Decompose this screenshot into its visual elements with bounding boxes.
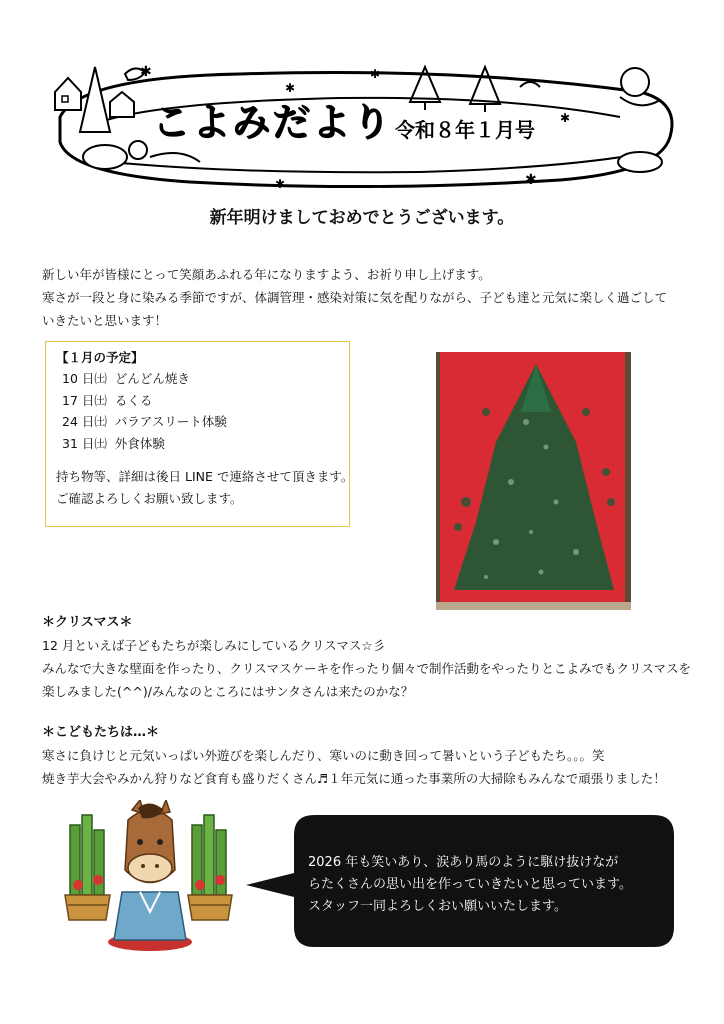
svg-text:✱: ✱ [140,64,152,80]
christmas-heading: ＊クリスマス＊ [42,615,133,630]
house-icon [55,78,81,110]
issue-date: 令和８年１月号 [395,118,535,142]
tree-icon [80,67,110,132]
kids-line: 焼き芋大会やみかん狩りなど食育も盛りだくさん♬１年元気に通った事業所の大掃除もみんなで頑張りました！ [42,771,666,786]
schedule-date: 17 日㈯ [62,392,107,408]
intro-line: 寒さが一段と身に染みる季節ですが、体調管理・感染対策に気を配りながら、子ども達と元気に楽しく過ごして [42,290,668,305]
message-line: 2026 年も笑いあり、涙あり馬のように駆け抜けなが [308,855,619,870]
schedule-note-line: ご確認よろしくお願い致します。 [56,491,243,506]
message-line: らたくさんの思い出を作っていきたいと思っています。 [308,877,632,892]
schedule-note-line: 持ち物等、詳細は後日 LINE で連絡させて頂きます。 [56,469,354,484]
intro-paragraph [42,263,667,332]
schedule-event: パラアスリート体験 [114,414,227,429]
kids-heading: ＊こどもたちは…＊ [42,725,160,740]
schedule-item [56,411,349,433]
christmas-section [42,612,691,703]
ornament-icon [621,68,649,96]
kadomatsu-icon [188,815,232,920]
january-schedule-box [45,341,354,527]
schedule-item [56,390,349,412]
svg-text:✱: ✱ [370,67,381,81]
kids-section [42,722,666,790]
svg-text:✱: ✱ [525,172,537,188]
horse-kadomatsu-illustration [60,800,240,955]
christmas-line: 楽しみました(^^)/みんなのところにはサンタさんは来たのかな？ [42,684,414,699]
svg-text:✱: ✱ [275,177,286,191]
intro-line: 新しい年が皆様にとって笑顔あふれる年になりますよう、お祈り申し上げます。 [42,267,491,282]
svg-text:✱: ✱ [285,81,296,95]
schedule-event: どんどん焼き [114,371,190,386]
kids-line: 寒さに負けじと元気いっぱい外遊びを楽しんだり、寒いのに動き回って暑いという子どもたち。。。笑 [42,748,605,763]
christmas-line: みんなで大きな壁面を作ったり、クリスマスケーキを作ったり個々で制作活動をやったりとこよみでもクリスマスを [42,661,692,676]
christmas-line: 12 月といえば子どもたちが楽しみにしているクリスマス☆彡 [42,638,386,653]
kadomatsu-icon [65,815,110,920]
schedule-note [56,466,354,510]
dog-icon [83,145,127,169]
intro-line: いきたいと思います！ [42,313,168,328]
schedule-event: 外食体験 [114,435,165,451]
newsletter-title: こよみだより [152,100,393,144]
schedule-date: 31 日㈯ [62,435,107,451]
speech-bubble-message [308,852,632,918]
schedule-event: るくる [114,392,153,408]
schedule-date: 10 日㈯ [62,371,107,386]
christmas-tree-wall-photo [436,352,631,610]
schedule-item [56,433,349,455]
horse-icon [125,800,175,883]
message-line: スタッフ一同よろしくおい願いいたします。 [308,899,567,914]
schedule-title: 【１月の予定】 [56,350,144,365]
svg-text:✱: ✱ [560,111,571,125]
schedule-date: 24 日㈯ [62,414,107,429]
schedule-item [56,368,349,390]
new-year-greeting: 新年明けましておめでとうございます。 [209,208,515,228]
